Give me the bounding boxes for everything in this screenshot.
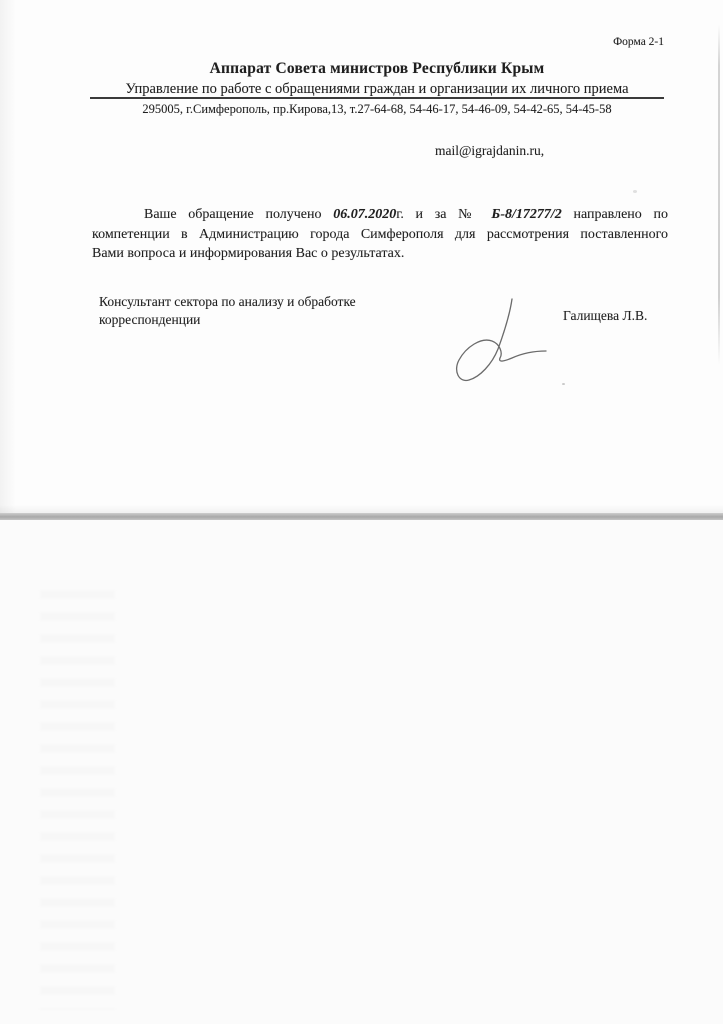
recipient-email: mail@igrajdanin.ru, <box>435 143 545 158</box>
scan-right-edge-line <box>718 25 720 365</box>
scan-sheet-bottom-shadow <box>0 505 723 513</box>
organization-address: 295005, г.Симферополь, пр.Кирова,13, т.27-64-68, 54-46-17, 54-46-09, 54-42-65, 54-45-58 <box>142 102 612 116</box>
body-line-3: Вами вопроса и информирования Вас о результатах. <box>92 246 405 261</box>
letterhead-rule <box>90 97 664 99</box>
form-number-label: Форма 2-1 <box>613 36 664 48</box>
signatory-name: Галищева Л.В. <box>563 308 648 323</box>
body-text: Ваше обращение получено <box>144 207 334 222</box>
signatory-role <box>99 293 419 328</box>
reference-number: Б-8/17277/2 <box>491 207 562 222</box>
department-title: Управление по работе с обращениями граждан и организации их личного приема <box>125 81 629 97</box>
body-line-2: компетенции в Администрацию города Симферополя для рассмотрения поставленного <box>92 226 668 242</box>
scan-speck <box>562 383 565 385</box>
body-paragraph <box>92 205 668 264</box>
organization-title: Аппарат Совета министров Республики Крым <box>209 60 545 77</box>
signatory-role-line-2: корреспонденции <box>99 311 201 327</box>
body-text: г. и за № <box>396 207 492 222</box>
signatory-role-line-1: Консультант сектора по анализу и обработке <box>99 294 356 309</box>
body-line-1 <box>92 205 668 225</box>
received-date: 06.07.2020 <box>333 207 397 222</box>
handwritten-signature-icon <box>448 292 556 392</box>
scan-speck <box>633 190 637 193</box>
reverse-side-bleed-through <box>40 590 115 1010</box>
scan-page-edge-band <box>0 513 723 520</box>
body-text: направлено по <box>561 207 668 222</box>
letterhead <box>90 60 664 98</box>
